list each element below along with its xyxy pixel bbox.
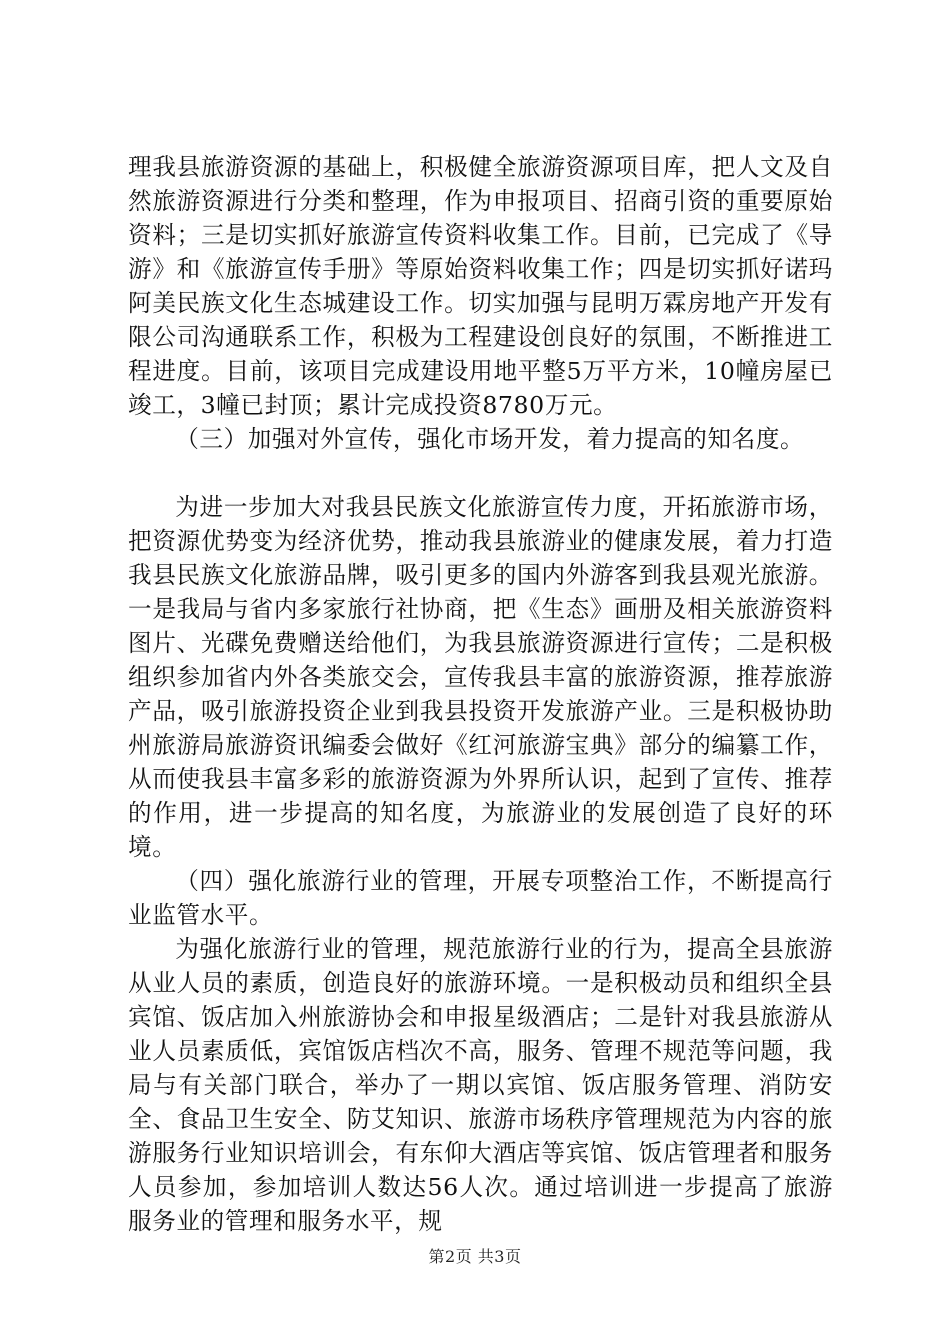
paragraph-management: 为强化旅游行业的管理，规范旅游行业的行为，提高全县旅游从业人员的素质，创造良好的旅游环境。一是积极动员和组织全县宾馆、饭店加入州旅游协会和申报星级酒店；二是针对我县旅游从业人员素质低，宾馆饭店档次不高，服务、管理不规范等问题，我局与有关部门联合，举办了一期以宾馆、饭店服务管理、消防安全、食品卫生安全、防艾知识、旅游市场秩序管理规范为内容的旅游服务行业知识培训会，有东仰大酒店等宾馆、饭店管理者和服务人员参加，参加培训人数达56人次。通过培训进一步提高了旅游服务业的管理和服务水平，规 — [128, 935, 833, 1235]
page-number-footer: 第2页 共3页 — [428, 1247, 522, 1266]
document-body — [128, 150, 833, 1238]
paragraph-promotion: 为进一步加大对我县民族文化旅游宣传力度，开拓旅游市场，把资源优势变为经济优势，推动我县旅游业的健康发展，着力打造我县民族文化旅游品牌，吸引更多的国内外游客到我县观光旅游。一是我局与省内多家旅行社协商，把《生态》画册及相关旅游资料图片、光碟免费赠送给他们，为我县旅游资源进行宣传；二是积极组织参加省内外各类旅交会，宣传我县丰富的旅游资源，推荐旅游产品，吸引旅游投资企业到我县投资开发旅游产业。三是积极协助州旅游局旅游资讯编委会做好《红河旅游宝典》部分的编纂工作，从而使我县丰富多彩的旅游资源为外界所认识，起到了宣传、推荐的作用，进一步提高的知名度，为旅游业的发展创造了良好的环境。 — [128, 493, 833, 861]
paragraph-continued: 理我县旅游资源的基础上，积极健全旅游资源项目库，把人文及自然旅游资源进行分类和整理，作为申报项目、招商引资的重要原始资料；三是切实抓好旅游宣传资料收集工作。目前，已完成了《导游》和《旅游宣传手册》等原始资料收集工作；四是切实抓好诺玛阿美民族文化生态城建设工作。切实加强与昆明万霖房地产开发有限公司沟通联系工作，积极为工程建设创良好的氛围，不断推进工程进度。目前，该项目完成建设用地平整5万平方米，10幢房屋已竣工，3幢已封顶；累计完成投资8780万元。 — [128, 153, 833, 419]
section-heading-4: （四）强化旅游行业的管理，开展专项整治工作，不断提高行业监管水平。 — [128, 867, 833, 929]
section-heading-3: （三）加强对外宣传，强化市场开发，着力提高的知名度。 — [175, 425, 805, 453]
